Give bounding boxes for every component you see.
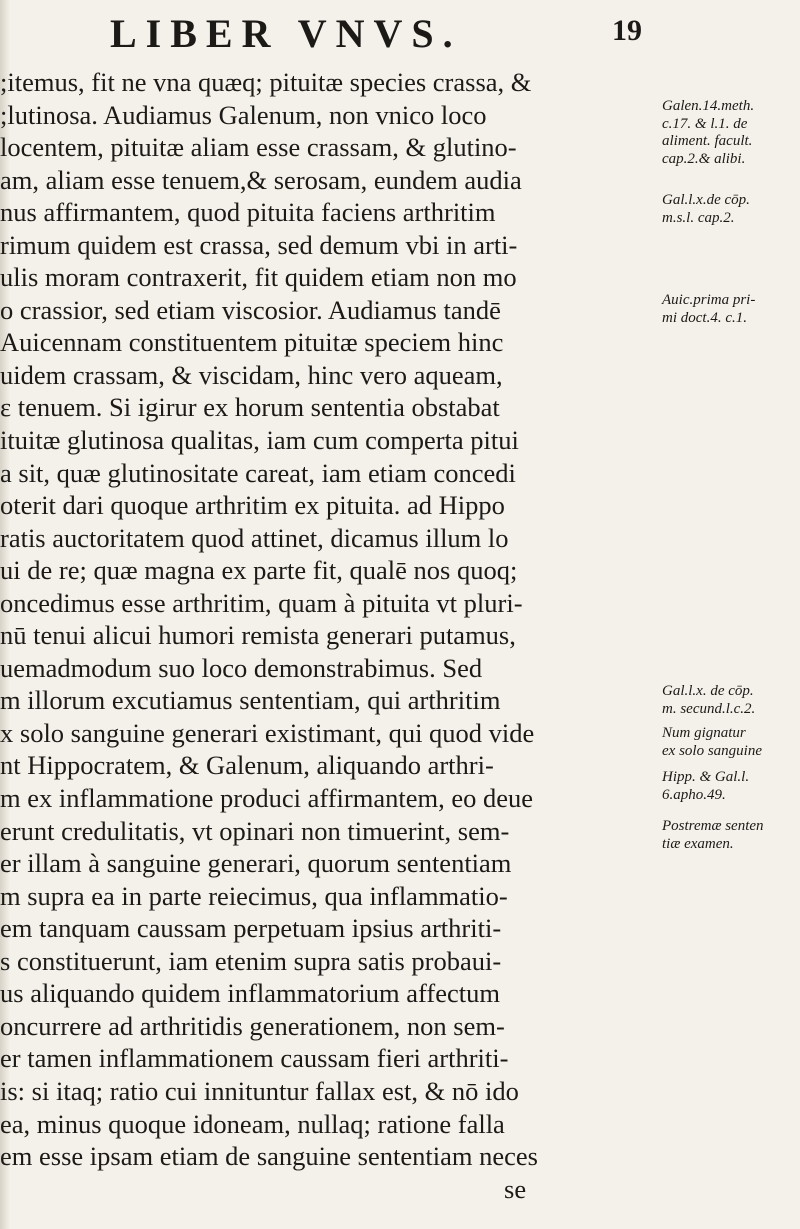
text-line: erunt credulitatis, vt opinari non timuerint, sem- [0,815,510,846]
text-line: uemadmodum suo loco demonstrabimus. Sed [0,652,483,683]
note-line: Gal.l.x. de cōp. [662,683,754,699]
text-line: oncedimus esse arthritim, quam à pituita vt pluri- [0,587,523,618]
text-line: em esse ipsam etiam de sanguine sententiam neces [0,1141,538,1172]
text-line: m supra ea in parte reiecimus, qua inflammatio- [0,880,508,911]
marginal-note [662,683,800,718]
text-line: nus affirmantem, quod pituita faciens arthritim [0,197,496,228]
note-line: m. secund.l.c.2. [662,700,756,717]
main-text-column [0,66,660,1205]
text-line: ε tenuem. Si igirur ex horum sententia obstabat [0,392,500,423]
note-line: 6.apho.49. [662,786,726,803]
text-line: ;lutinosa. Audiamus Galenum, non vnico loco [0,99,487,130]
note-line: Gal.l.x.de cōp. [662,192,750,208]
text-line: uidem crassam, & viscidam, hinc vero aqueam, [0,359,503,390]
note-line: m.s.l. cap.2. [662,209,735,226]
text-line: a sit, quæ glutinositate careat, iam etiam concedi [0,457,516,488]
text-line: s constituerunt, iam etenim supra satis probaui- [0,945,502,976]
note-line: cap.2.& alibi. [662,150,746,167]
text-line: ea, minus quoque idoneam, nullaq; ratione falla [0,1108,505,1139]
marginal-note [662,769,800,804]
marginal-note [662,725,800,760]
text-line: nū tenui alicui humori remista generari putamus, [0,620,516,651]
text-line: o crassior, sed etiam viscosior. Audiamus tandē [0,294,501,325]
note-line: c.17. & l.1. de [662,115,748,132]
note-line: Galen.14.meth. [662,98,755,114]
text-line: er tamen inflammationem caussam fieri arthriti- [0,1043,509,1074]
text-line: nt Hippocratem, & Galenum, aliquando arthri- [0,750,494,781]
marginal-note [662,192,800,227]
text-line: m ex inflammatione produci affirmantem, eo deue [0,783,534,814]
text-line: rimum quidem est crassa, sed demum vbi in arti- [0,229,518,260]
text-line: am, aliam esse tenuem,& serosam, eundem audia [0,164,522,195]
text-line: se [504,1173,527,1204]
marginal-note [662,292,800,327]
note-line: aliment. facult. [662,133,753,149]
running-header [110,10,670,56]
text-line: locentem, pituitæ aliam esse crassam, & glutino- [0,132,517,163]
note-line: Postremæ senten [662,818,764,834]
text-line: us aliquando quidem inflammatorium affectum [0,978,500,1009]
text-line: is: si itaq; ratio cui innituntur fallax est, & nō ido [0,1075,519,1106]
marginal-note [662,98,800,168]
marginal-note [662,818,800,853]
text-line: oterit dari quoque arthritim ex pituita. ad Hippo [0,490,505,521]
text-line: m illorum excutiamus sententiam, qui arthritim [0,685,501,716]
text-line: em tanquam caussam perpetuam ipsius arthriti- [0,913,502,944]
note-line: tiæ examen. [662,835,734,852]
text-line: Auicennam constituentem pituitæ speciem hinc [0,327,504,358]
page-number: 19 [612,14,642,47]
note-line: ex solo sanguine [662,742,762,759]
header-title: LIBER VNVS. [110,11,462,56]
note-line: Num gignatur [662,725,746,741]
text-line: ulis moram contraxerit, fit quidem etiam non mo [0,262,517,293]
text-line: x solo sanguine generari existimant, qui quod vide [0,717,535,748]
text-line: oncurrere ad arthritidis generationem, non sem- [0,1010,505,1041]
text-line: ui de re; quæ magna ex parte fit, qualē nos quoq; [0,555,518,586]
note-line: Hipp. & Gal.l. [662,769,750,785]
text-line: er illam à sanguine generari, quorum sententiam [0,848,512,879]
text-line: ratis auctoritatem quod attinet, dicamus illum lo [0,522,509,553]
text-line: ituitæ glutinosa qualitas, iam cum comperta pitui [0,425,519,456]
note-line: Auic.prima pri- [662,292,756,308]
text-line: ;itemus, fit ne vna quæq; pituitæ species crassa, & [0,67,532,97]
note-line: mi doct.4. c.1. [662,309,747,326]
